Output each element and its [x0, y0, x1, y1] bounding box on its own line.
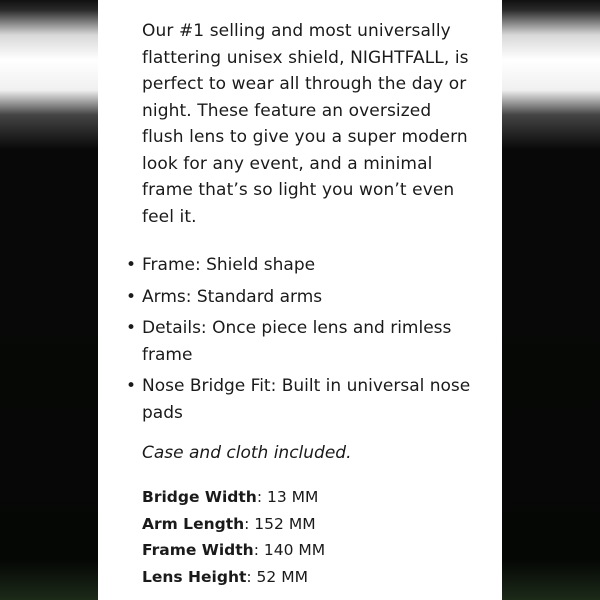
- spec-value: : 152 MM: [244, 514, 316, 533]
- spec-label: Frame Width: [142, 541, 254, 559]
- feature-text-frame: Frame: Shield shape: [142, 255, 316, 275]
- feature-item: [126, 373, 472, 426]
- product-intro-text: Our #1 selling and most universally flattering unisex shield, NIGHTFALL, is perfect to wear all through the day or night. These feature an oversized flush lens to give you a super modern look for any event, and a minimal frame that’s so light you won’t even feel it.: [142, 21, 469, 227]
- feature-text-details: Details: Once piece lens and rimless frame: [142, 318, 452, 365]
- bullet-icon: •: [126, 255, 137, 275]
- feature-list: [126, 252, 472, 426]
- spec-row-arm-length: [142, 511, 472, 538]
- bullet-icon: •: [126, 318, 137, 338]
- spec-row-frame-width: [142, 537, 472, 564]
- spec-row-bridge-width: [142, 484, 472, 511]
- feature-text-nose-bridge: Nose Bridge Fit: Built in universal nose pads: [142, 376, 471, 423]
- feature-item: [126, 252, 472, 279]
- product-description-panel: [98, 0, 502, 600]
- bullet-icon: •: [126, 376, 137, 396]
- spec-value: : 52 MM: [246, 567, 308, 586]
- spec-label: Arm Length: [142, 514, 245, 533]
- spec-row-lens-height: [142, 564, 472, 591]
- spec-label: Lens Height: [142, 567, 247, 586]
- included-items-note: Case and cloth included.: [142, 443, 352, 463]
- spec-list: [142, 484, 472, 590]
- bullet-icon: •: [126, 286, 137, 307]
- spec-value: : 13 MM: [256, 488, 319, 506]
- feature-item: [126, 284, 472, 311]
- left-blurred-background: [0, 0, 98, 600]
- spec-value: : 140 MM: [253, 541, 326, 559]
- feature-item: [126, 315, 472, 368]
- product-description-content: [126, 18, 472, 590]
- spec-label: Bridge Width: [142, 488, 257, 506]
- feature-text-arms: Arms: Standard arms: [142, 286, 323, 307]
- right-blurred-background: [502, 0, 600, 600]
